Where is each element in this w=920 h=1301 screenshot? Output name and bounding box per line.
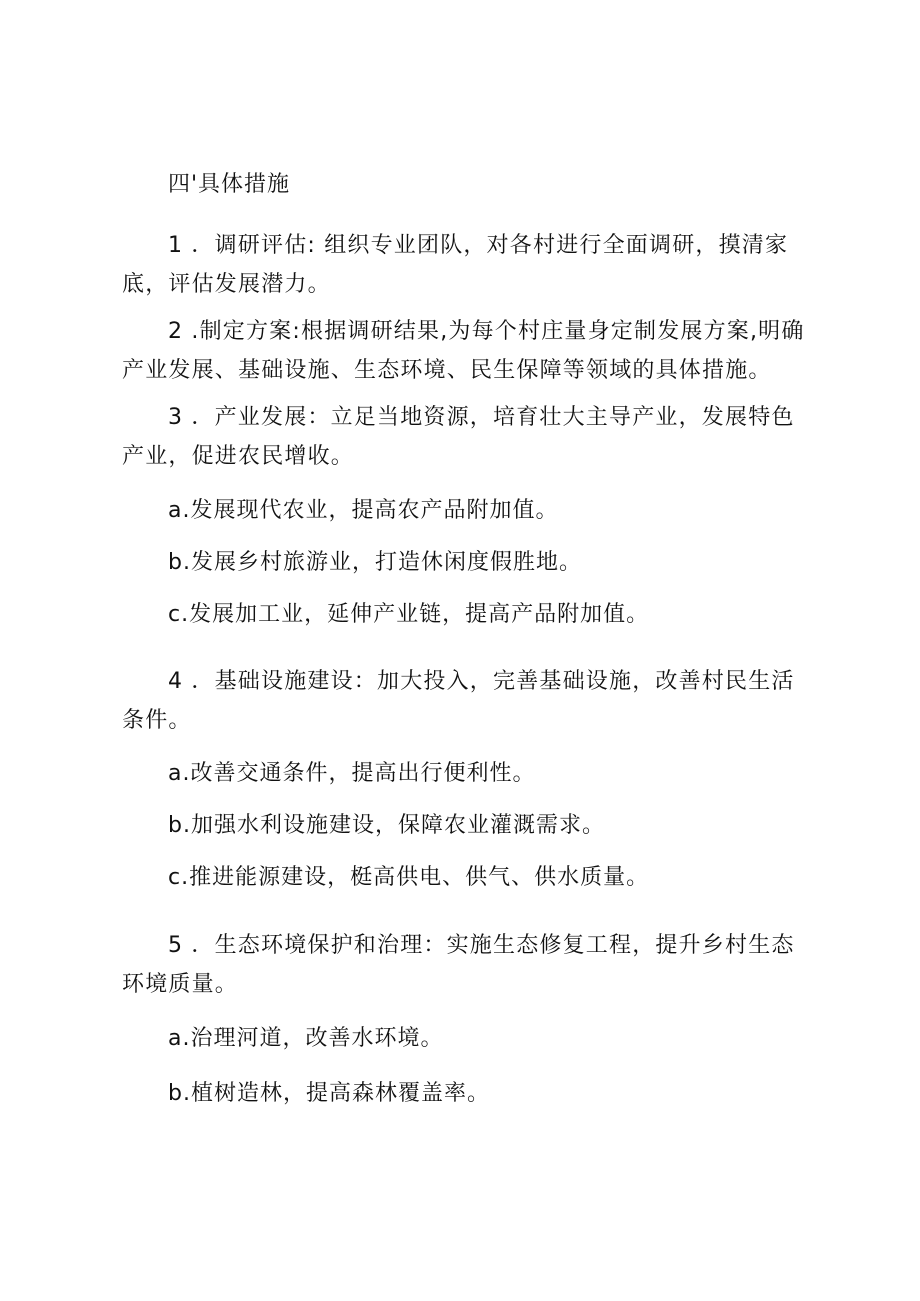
- list-item-5: 5 ．生态环境保护和治理：实施生态修复工程，提升乡村生态环境质量。: [122, 933, 795, 997]
- sub-item-4a: a.改善交通条件，提高出行便利性。: [168, 761, 536, 786]
- sub-item-3c: c.发展加工业，延伸产业链，提高产品附加值。: [168, 602, 650, 627]
- list-item-4: 4 ．基础设施建设：加大投入，完善基础设施，改善村民生活条件。: [122, 669, 795, 733]
- sub-item-4c: c.推进能源建设，梃高供电、供气、供水质量。: [168, 865, 650, 890]
- list-item-1: 1 ．调研评估: 组织专业团队，对各村进行全面调研，摸清家底，评估发展潜力。: [122, 233, 789, 297]
- sub-item-5a: a.治理河道，改善水环境。: [168, 1026, 444, 1051]
- sub-item-3b: b.发展乡村旅游业，打造休闲度假胜地。: [168, 550, 582, 575]
- list-item-3: 3 ．产业发展：立足当地资源，培育壮大主导产业，发展特色产业，促进农民增收。: [122, 405, 795, 469]
- list-item-2: 2 .制定方案:根据调研结果,为每个村庄量身定制发展方案,明确产业发展、基础设施、生态环境、民生保障等领域的具体措施。: [122, 319, 805, 383]
- section-heading: 四'具体措施: [168, 172, 291, 197]
- sub-item-3a: a.发展现代农业，提高农产品附加值。: [168, 498, 559, 523]
- sub-item-4b: b.加强水利设施建设，保障农业灌溉需求。: [168, 813, 605, 838]
- sub-item-5b: b.植树造林，提高森林覆盖率。: [168, 1081, 490, 1106]
